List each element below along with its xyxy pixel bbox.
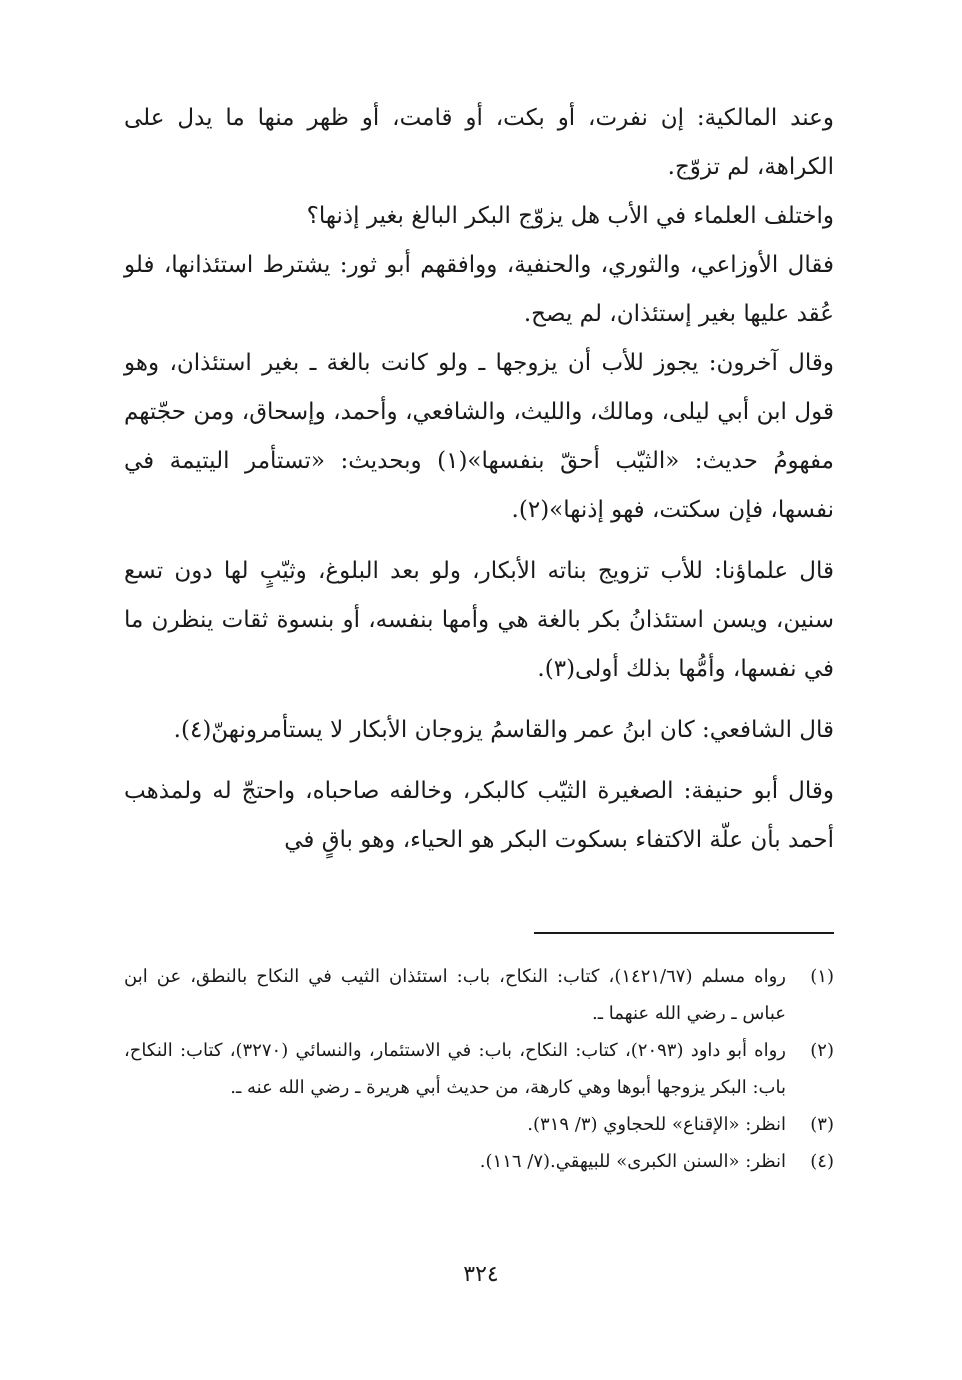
footnote-number: (٢) [810,1040,834,1061]
paragraph-abu-hanifa: وقال أبو حنيفة: الصغيرة الثيّب كالبكر، وخالفه صاحباه، واحتجّ له ولمذهب أحمد بأن علّة الاكتفاء بسكوت البكر هو الحياء، وهو باقٍ في [124,778,834,853]
paragraph-awzai: فقال الأوزاعي، والثوري، والحنفية، ووافقهم أبو ثور: يشترط استئذانها، فلو عُقد عليها بغير إستئذان، لم يصح. [124,252,834,327]
main-body-text [124,94,834,865]
footnote-item [124,958,834,1032]
footnote-number: (١) [810,966,834,987]
paragraph-our-scholars: قال علماؤنا: للأب تزويج بناته الأبكار، ولو بعد البلوغ، وثيّبٍ لها دون تسع سنين، ويسن استئذانُ بكر بالغة هي وأمها بنفسه، أو بنسوة ثقات ينظرن ما في نفسها، وأمُّها بذلك أولى(٣). [124,558,834,682]
page-number: ٣٢٤ [463,1262,499,1287]
paragraph-others: وقال آخرون: يجوز للأب أن يزوجها ـ ولو كانت بالغة ـ بغير استئذان، وهو قول ابن أبي ليلى، ومالك، والليث، والشافعي، وأحمد، وإسحاق، ومن حجّتهم مفهومُ حديث: «الثيّب أحقّ بنفسها»(١) وبحديث: «تستأمر اليتيمة في نفسها، فإن سكتت، فهو إذنها»(٢). [124,350,834,523]
footnote-text: انظر: «السنن الكبرى» للبيهقي.(٧/ ١١٦). [479,1151,786,1172]
footnote-item [124,1143,834,1180]
footnote-text: انظر: «الإقناع» للحجاوي (٣/ ٣١٩). [527,1114,786,1135]
paragraph-shafii: قال الشافعي: كان ابنُ عمر والقاسمُ يزوجان الأبكار لا يستأمرونهنّ(٤). [173,717,834,743]
footnote-text: رواه مسلم (١٤٢١/٦٧)، كتاب: النكاح، باب: استئذان الثيب في النكاح بالنطق، عن ابن عباس ـ رضي الله عنهما ـ. [124,966,786,1024]
footnote-number: (٣) [810,1114,834,1135]
footnote-text: رواه أبو داود (٢٠٩٣)، كتاب: النكاح، باب: في الاستئمار، والنسائي (٣٢٧٠)، كتاب: النكاح، باب: البكر يزوجها أبوها وهي كارهة، من حديث أبي هريرة ـ رضي الله عنه ـ. [124,1040,786,1098]
footnotes-section [124,958,834,1180]
footnote-item [124,1032,834,1106]
footnote-item [124,1106,834,1143]
footnote-number: (٤) [810,1151,834,1172]
paragraph-disagreement: واختلف العلماء في الأب هل يزوّج البكر البالغ بغير إذنها؟ [306,203,834,229]
footnote-divider [534,932,834,934]
paragraph-maliki: وعند المالكية: إن نفرت، أو بكت، أو قامت، أو ظهر منها ما يدل على الكراهة، لم تزوّج. [124,105,834,180]
